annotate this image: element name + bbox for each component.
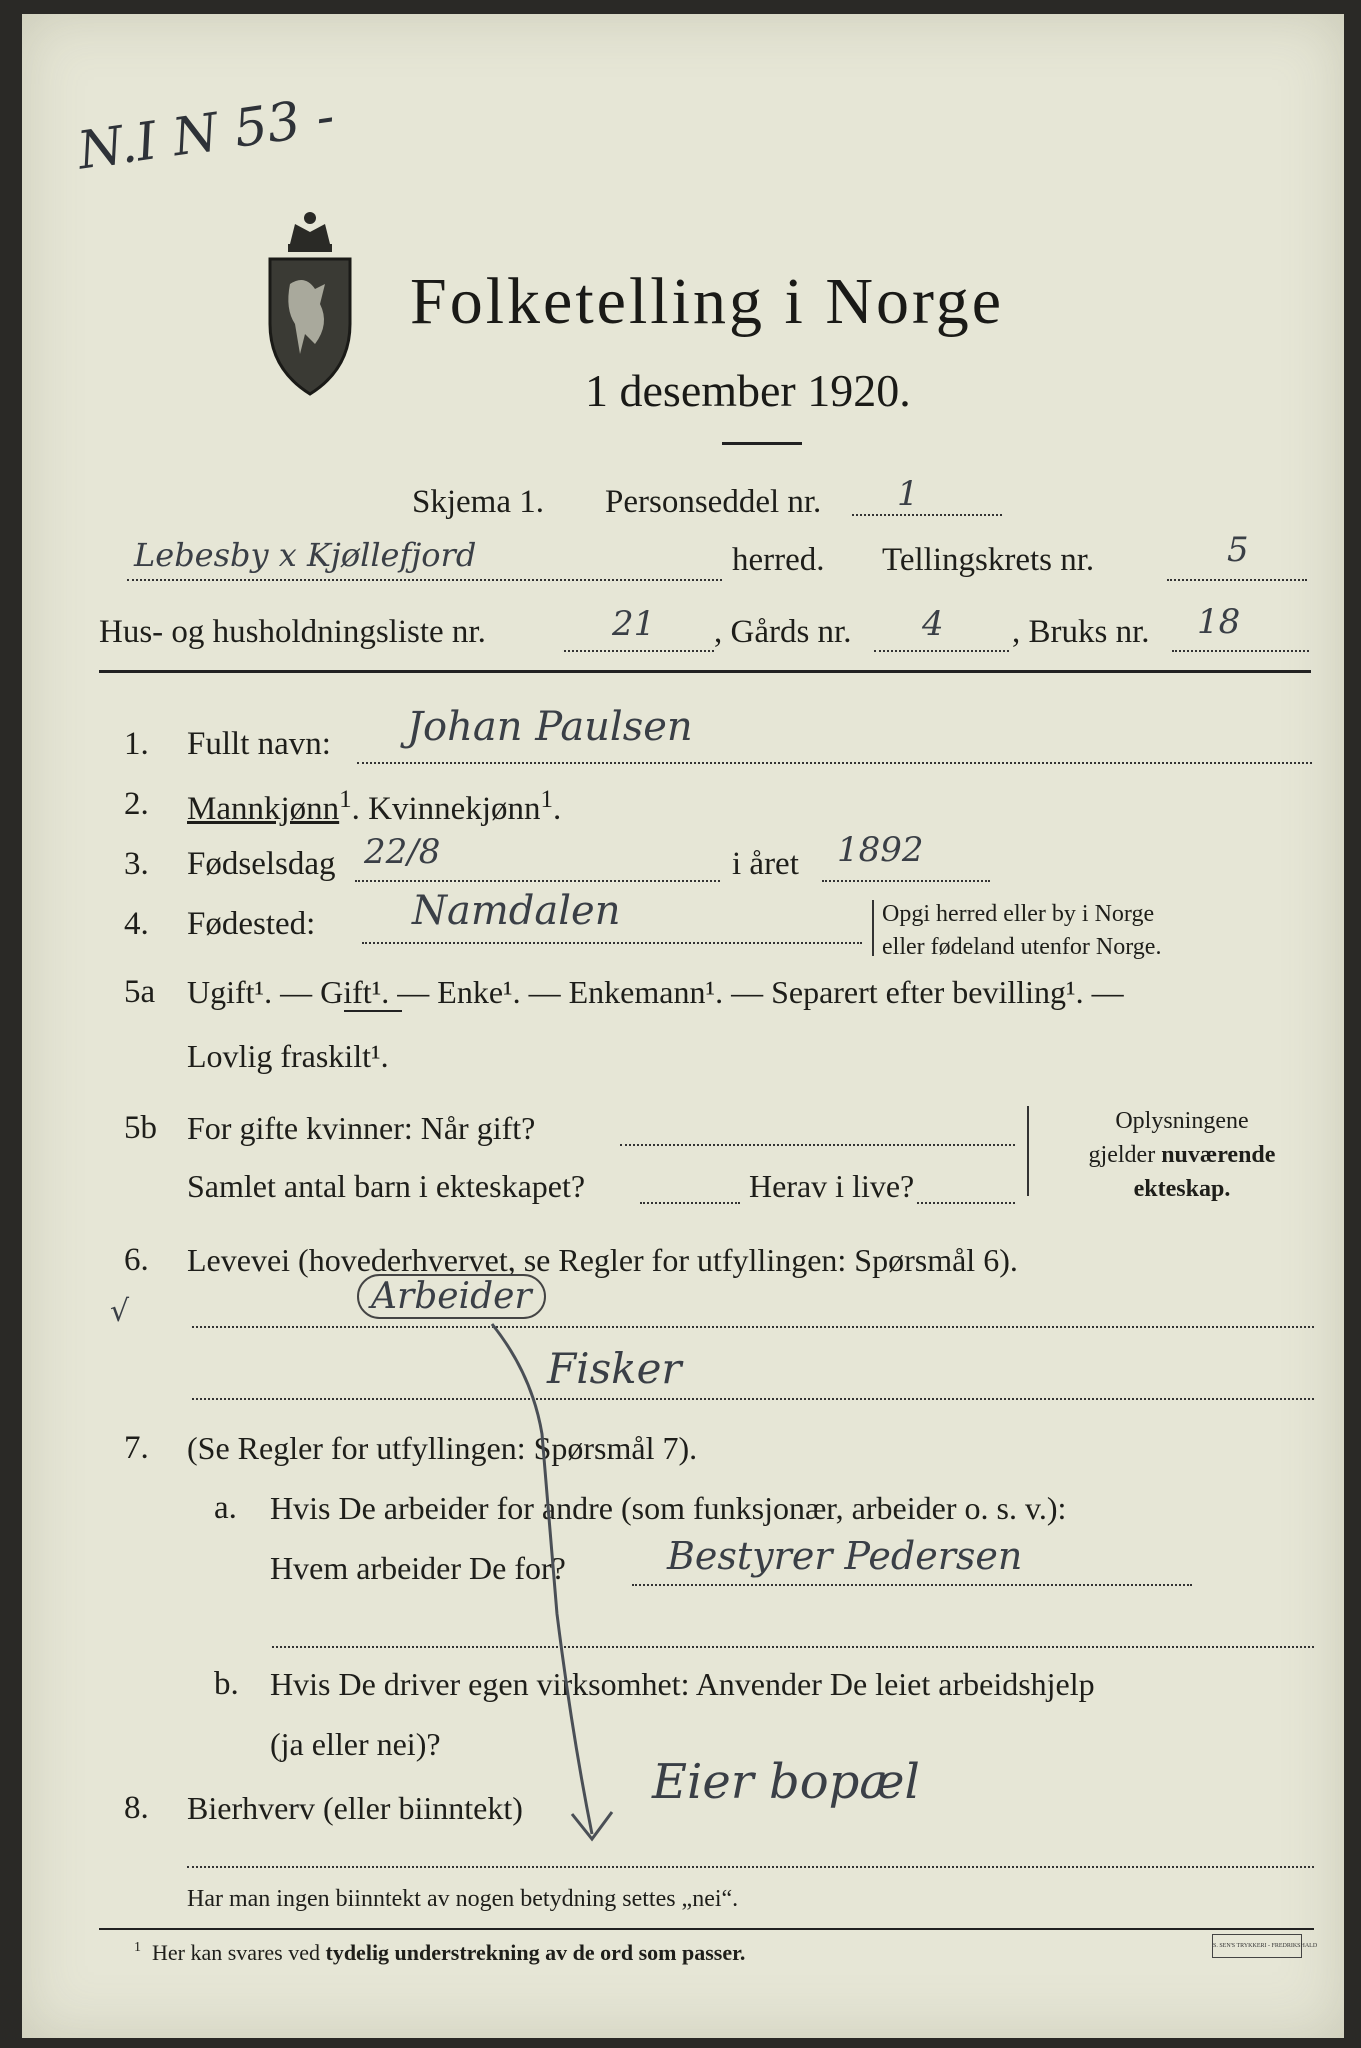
footnote-rule [99,1928,1314,1930]
q5b-line1 [620,1144,1015,1146]
occupation-struck-value[interactable]: Arbeider [357,1276,546,1317]
title-divider [722,442,802,445]
bruks-line [1172,650,1309,652]
municipality-line [127,579,722,581]
printer-stamp: S. SEN'S TRYKKERI - FREDRIKSHALD [1212,1934,1302,1958]
q7a-line2: Hvem arbeider De for? [270,1550,566,1586]
personseddel-line [852,514,1002,516]
tellingskrets-line [1167,579,1307,581]
herred-label: herred. [732,542,825,578]
q5b-brace [1027,1106,1037,1196]
gards-label: , Gårds nr. [714,614,852,650]
schema-label: Skjema 1. [412,484,544,520]
q5b-note: Oplysningene gjelder nuværende ekteskap. [1088,1108,1276,1202]
year-label: i året [732,846,799,882]
q7a-line [632,1584,1192,1586]
q6-check-mark: √ [110,1294,130,1329]
full-name-value[interactable]: Johan Paulsen [407,704,693,750]
q4-label: Fødested: [187,906,316,942]
gards-value[interactable]: 4 [922,604,944,644]
occupation-value[interactable]: Fisker [547,1344,682,1393]
q8-number: 8. [124,1790,149,1826]
bruks-value[interactable]: 18 [1197,602,1241,642]
household-value[interactable]: 21 [612,604,656,644]
q6-line2 [192,1398,1314,1400]
household-line [564,650,714,652]
coat-of-arms-icon [260,204,360,404]
q1-label: Fullt navn: [187,726,331,762]
census-form [22,14,1344,2038]
bruks-label: , Bruks nr. [1012,614,1150,650]
q7a-letter: a. [214,1490,237,1526]
tellingskrets-label: Tellingskrets nr. [882,542,1095,578]
no-income-note: Har man ingen biinntekt av nogen betydning settes „nei“. [187,1886,739,1912]
marital-status-options[interactable]: Ugift¹. — Gift¹. — Enke¹. — Enkemann¹. — Separert efter bevilling¹. — [187,974,1124,1010]
census-date: 1 desember 1920. [585,365,911,416]
header-rule [99,670,1311,673]
q6-label: Levevei (hovederhvervet, se Regler for utfyllingen: Spørsmål 6). [187,1242,1018,1278]
gards-line [874,650,1009,652]
q7-label: (Se Regler for utfyllingen: Spørsmål 7). [187,1430,698,1466]
female-option[interactable]: Kvinnekjønn [368,791,541,827]
employer-value[interactable]: Bestyrer Pedersen [667,1534,1023,1578]
q8-line [187,1866,1314,1868]
personseddel-value[interactable]: 1 [897,474,919,514]
secondary-income-value[interactable]: Eier bopæl [652,1754,920,1810]
q4-note: Opgi herred eller by i Norge eller fødeland utenfor Norge. [882,901,1162,960]
q2-number: 2. [124,786,149,822]
birth-year-value[interactable]: 1892 [837,830,924,870]
q5b-label3: Herav i live? [749,1168,915,1204]
q4-line [362,942,862,944]
footnote: $^1$ Her kan svares ved tydelig understrekning av de ord som passer. [134,1940,746,1965]
q8-label: Bierhverv (eller biinntekt) [187,1790,523,1826]
q5b-label2: Samlet antal barn i ekteskapet? [187,1168,586,1204]
q5b-line2 [640,1202,740,1204]
q1-number: 1. [124,726,149,762]
personseddel-label: Personseddel nr. [605,484,822,520]
household-label: Hus- og husholdningsliste nr. [99,614,486,650]
birthplace-value[interactable]: Namdalen [412,888,621,934]
birthday-value[interactable]: 22/8 [364,832,441,872]
q7b-line2: (ja eller nei)? [270,1726,441,1762]
q5b-line3 [917,1202,1015,1204]
male-option[interactable]: Mannkjønn [187,791,340,827]
q7b-letter: b. [214,1666,239,1702]
q7a-line2-blank [272,1646,1314,1648]
q3-label: Fødselsdag [187,846,336,882]
q4-number: 4. [124,906,149,942]
form-title: Folketelling i Norge [410,265,1005,338]
q5b-label1: For gifte kvinner: Når gift? [187,1110,536,1146]
margin-note: N.I N 53 - [74,86,338,182]
q3-number: 3. [124,846,149,882]
q5a-number: 5a [124,974,156,1010]
gift-underline [344,1010,402,1012]
q4-brace [872,900,882,956]
municipality-value[interactable]: Lebesby x Kjøllefjord [134,536,477,574]
q3-line [355,880,720,882]
tellingskrets-value[interactable]: 5 [1227,530,1249,570]
year-line [822,880,990,882]
q5b-number: 5b [124,1110,157,1146]
q1-line [357,762,1312,764]
gender-options: Mannkjønn$^1$. Kvinnekjønn$^1$. [187,786,562,827]
q6-line1 [192,1326,1314,1328]
marital-status-line2[interactable]: Lovlig fraskilt¹. [187,1038,389,1074]
q7b-line1: Hvis De driver egen virksomhet: Anvender De leiet arbeidshjelp [270,1666,1095,1702]
q7-number: 7. [124,1430,149,1466]
q7a-line1: Hvis De arbeider for andre (som funksjonær, arbeider o. s. v.): [270,1490,1067,1526]
q6-number: 6. [124,1242,149,1278]
